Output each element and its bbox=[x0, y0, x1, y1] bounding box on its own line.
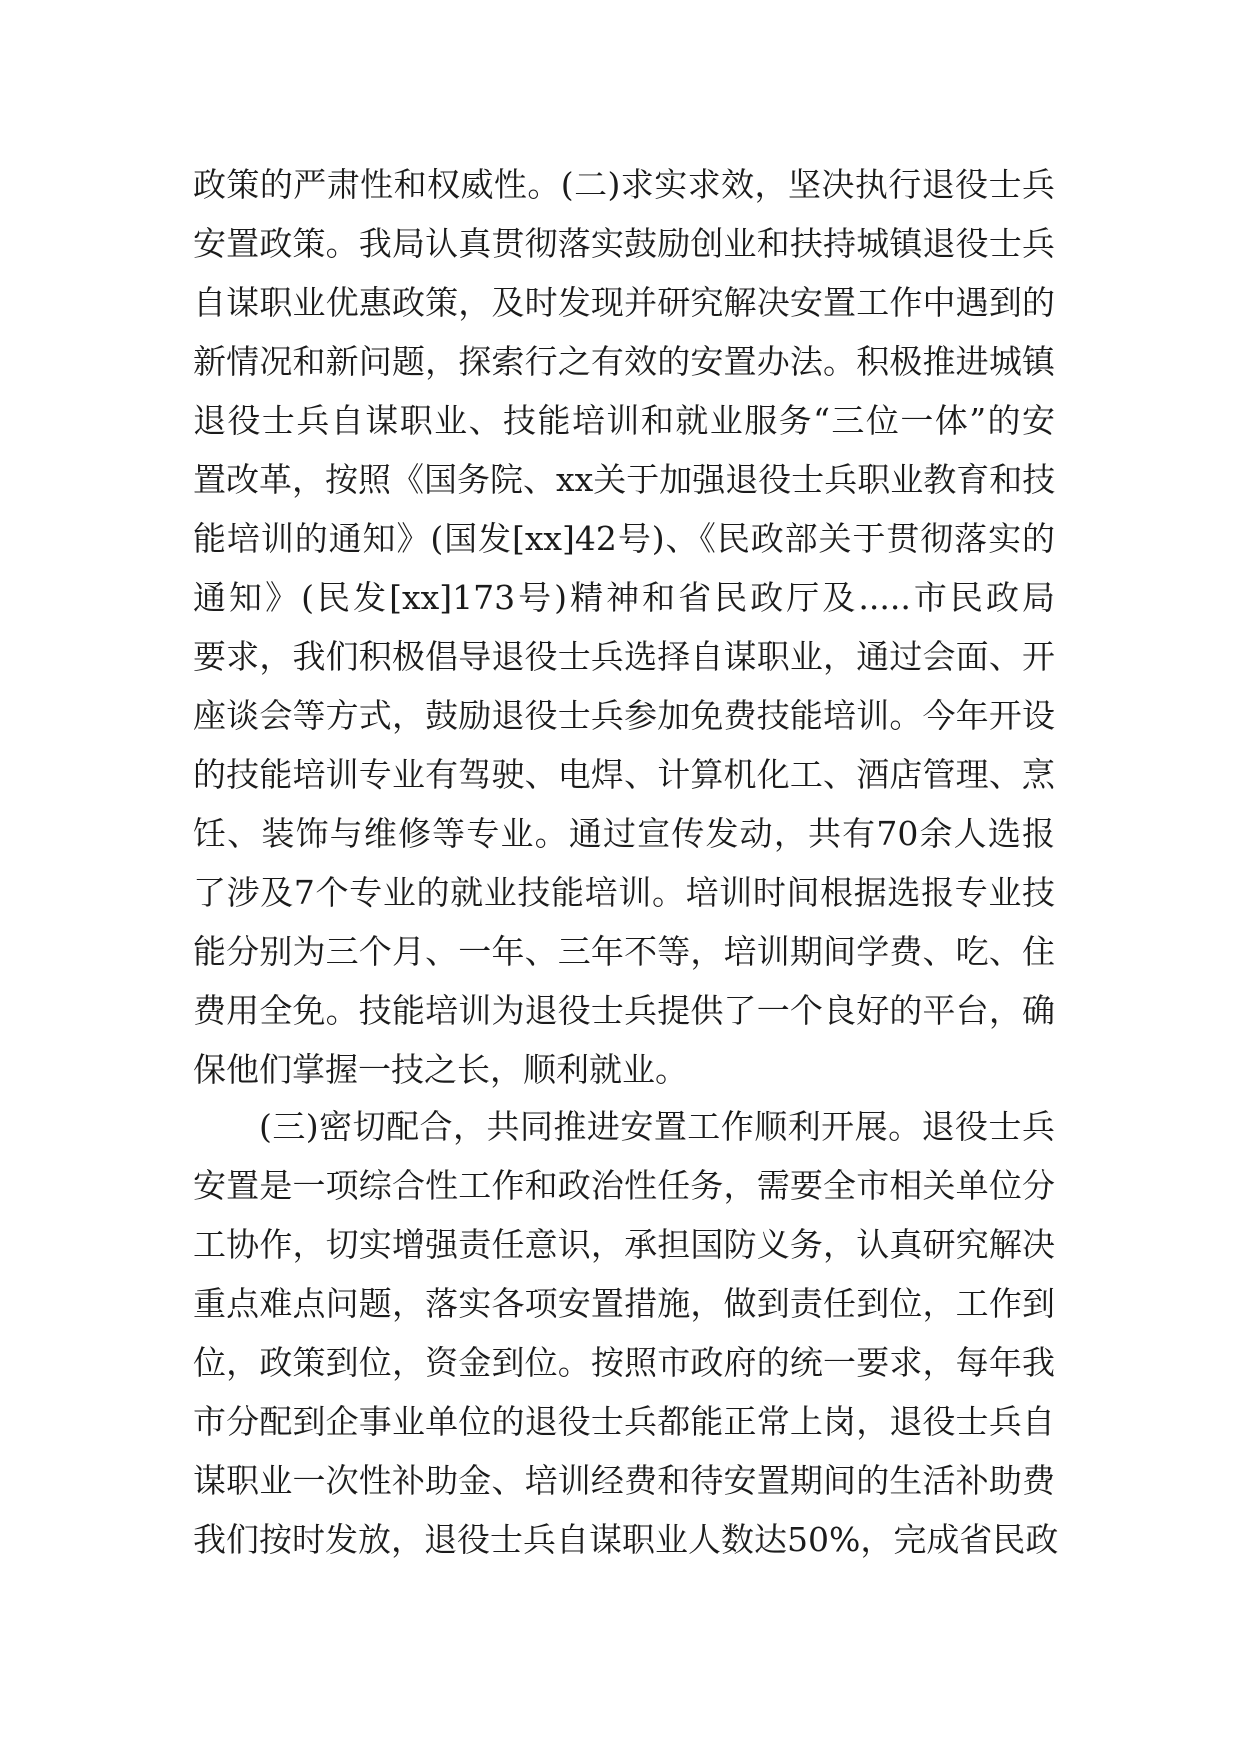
text-line: 我们按时发放，退役士兵自谋职业人数达50%，完成省民政 bbox=[193, 1520, 1059, 1559]
text-line: 政策的严肃性和权威性。(二)求实求效，坚决执行退役士兵 bbox=[193, 165, 1055, 204]
text-line: 新情况和新问题，探索行之有效的安置办法。积极推进城镇 bbox=[193, 342, 1055, 381]
text-line: 重点难点问题，落实各项安置措施，做到责任到位，工作到 bbox=[193, 1284, 1055, 1323]
text-line: 保他们掌握一技之长，顺利就业。 bbox=[193, 1050, 688, 1089]
text-line: 工协作，切实增强责任意识，承担国防义务，认真研究解决 bbox=[193, 1225, 1055, 1264]
text-line: 了涉及7个专业的就业技能培训。培训时间根据选报专业技 bbox=[193, 873, 1055, 912]
paragraph-1 bbox=[193, 155, 1055, 1099]
paragraph-2 bbox=[193, 1097, 1059, 1569]
text-line: 通知》(民发[xx]173号)精神和省民政厅及.....市民政局 bbox=[193, 578, 1055, 617]
text-line: 能分别为三个月、一年、三年不等，培训期间学费、吃、住 bbox=[193, 932, 1055, 971]
text-line: 位，政策到位，资金到位。按照市政府的统一要求，每年我 bbox=[193, 1343, 1055, 1382]
text-line: 安置是一项综合性工作和政治性任务，需要全市相关单位分 bbox=[193, 1166, 1055, 1205]
text-line: 自谋职业优惠政策，及时发现并研究解决安置工作中遇到的 bbox=[193, 283, 1055, 322]
text-line: 退役士兵自谋职业、技能培训和就业服务“三位一体”的安 bbox=[193, 401, 1055, 440]
text-line: 能培训的通知》(国发[xx]42号)、《民政部关于贯彻落实的 bbox=[193, 519, 1055, 558]
text-line: 市分配到企事业单位的退役士兵都能正常上岗，退役士兵自 bbox=[193, 1402, 1055, 1441]
text-line: 谋职业一次性补助金、培训经费和待安置期间的生活补助费 bbox=[193, 1461, 1055, 1500]
text-line: 的技能培训专业有驾驶、电焊、计算机化工、酒店管理、烹 bbox=[193, 755, 1055, 794]
text-line: 置改革，按照《国务院、xx关于加强退役士兵职业教育和技 bbox=[193, 460, 1056, 499]
text-line: 安置政策。我局认真贯彻落实鼓励创业和扶持城镇退役士兵 bbox=[193, 224, 1055, 263]
text-line: 饪、装饰与维修等专业。通过宣传发动，共有70余人选报 bbox=[193, 814, 1055, 853]
text-line: 要求，我们积极倡导退役士兵选择自谋职业，通过会面、开 bbox=[193, 637, 1055, 676]
text-line: (三)密切配合，共同推进安置工作顺利开展。退役士兵 bbox=[259, 1107, 1055, 1146]
text-line: 座谈会等方式，鼓励退役士兵参加免费技能培训。今年开设 bbox=[193, 696, 1055, 735]
text-line: 费用全免。技能培训为退役士兵提供了一个良好的平台，确 bbox=[193, 991, 1055, 1030]
